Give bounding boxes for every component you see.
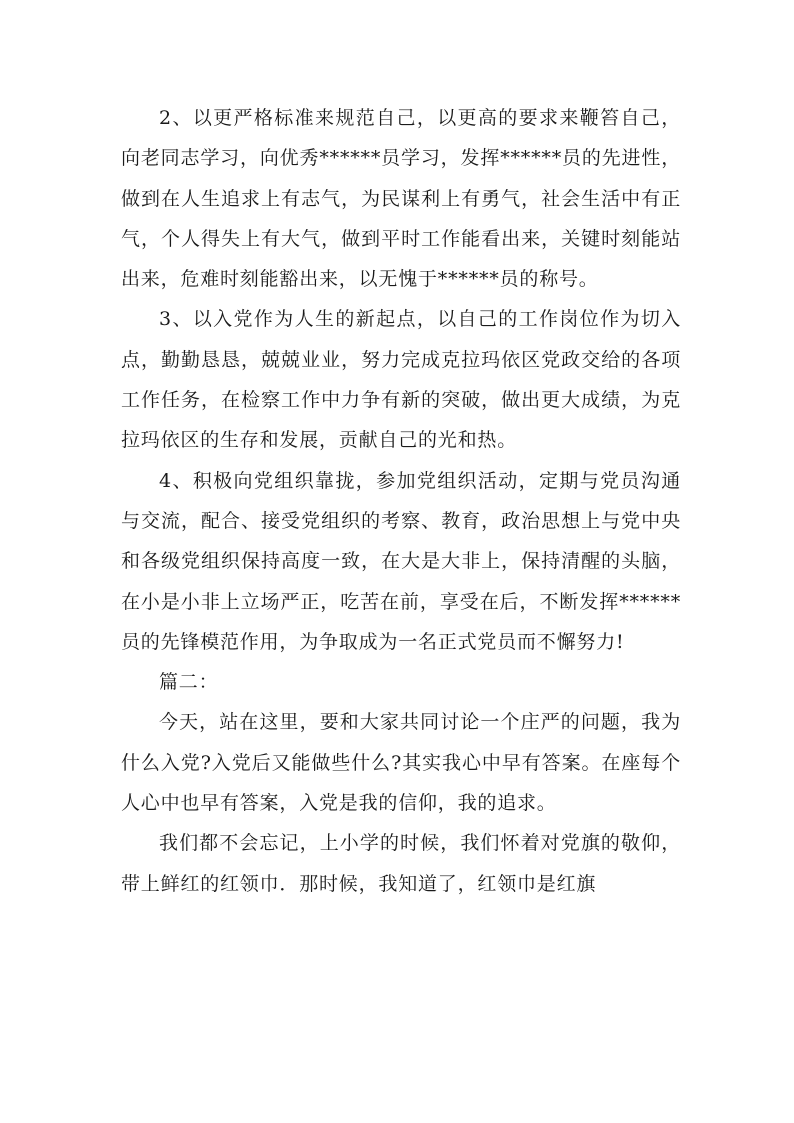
paragraph-intro: 今天，站在这里，要和大家共同讨论一个庄严的问题，我为什么入党?入党后又能做些什么?其实我心中早有答案。在座每个人心中也早有答案，入党是我的信仰，我的追求。 bbox=[121, 711, 681, 815]
paragraph-item-2: 2、以更严格标准来规范自己，以更高的要求来鞭笞自己，向老同志学习，向优秀******员学习，发挥******员的先进性，做到在人生追求上有志气，为民谋利上有勇气，社会生活中有正气，个人得失上有大气，做到平时工作能看出来，关键时刻能站出来，危难时刻能豁出来，以无愧于******员的称号。 bbox=[121, 107, 681, 291]
section-heading-part-two: 篇二： bbox=[159, 671, 219, 694]
paragraph-memory: 我们都不会忘记，上小学的时候，我们怀着对党旗的敬仰，带上鲜红的红领巾．那时候，我知道了，红领巾是红旗 bbox=[121, 832, 681, 895]
paragraph-item-3: 3、以入党作为人生的新起点，以自己的工作岗位作为切入点，勤勤恳恳，兢兢业业，努力完成克拉玛依区党政交给的各项工作任务，在检察工作中力争有新的突破，做出更大成绩，为克拉玛依区的生存和发展，贡献自己的光和热。 bbox=[121, 308, 681, 452]
document-body bbox=[121, 98, 681, 904]
paragraph-item-4: 4、积极向党组织靠拢，参加党组织活动，定期与党员沟通与交流，配合、接受党组织的考察、教育，政治思想上与党中央和各级党组织保持高度一致，在大是大非上，保持清醒的头脑，在小是小非上立场严正，吃苦在前，享受在后，不断发挥******员的先锋模范作用，为争取成为一名正式党员而不懈努力! bbox=[121, 469, 681, 653]
